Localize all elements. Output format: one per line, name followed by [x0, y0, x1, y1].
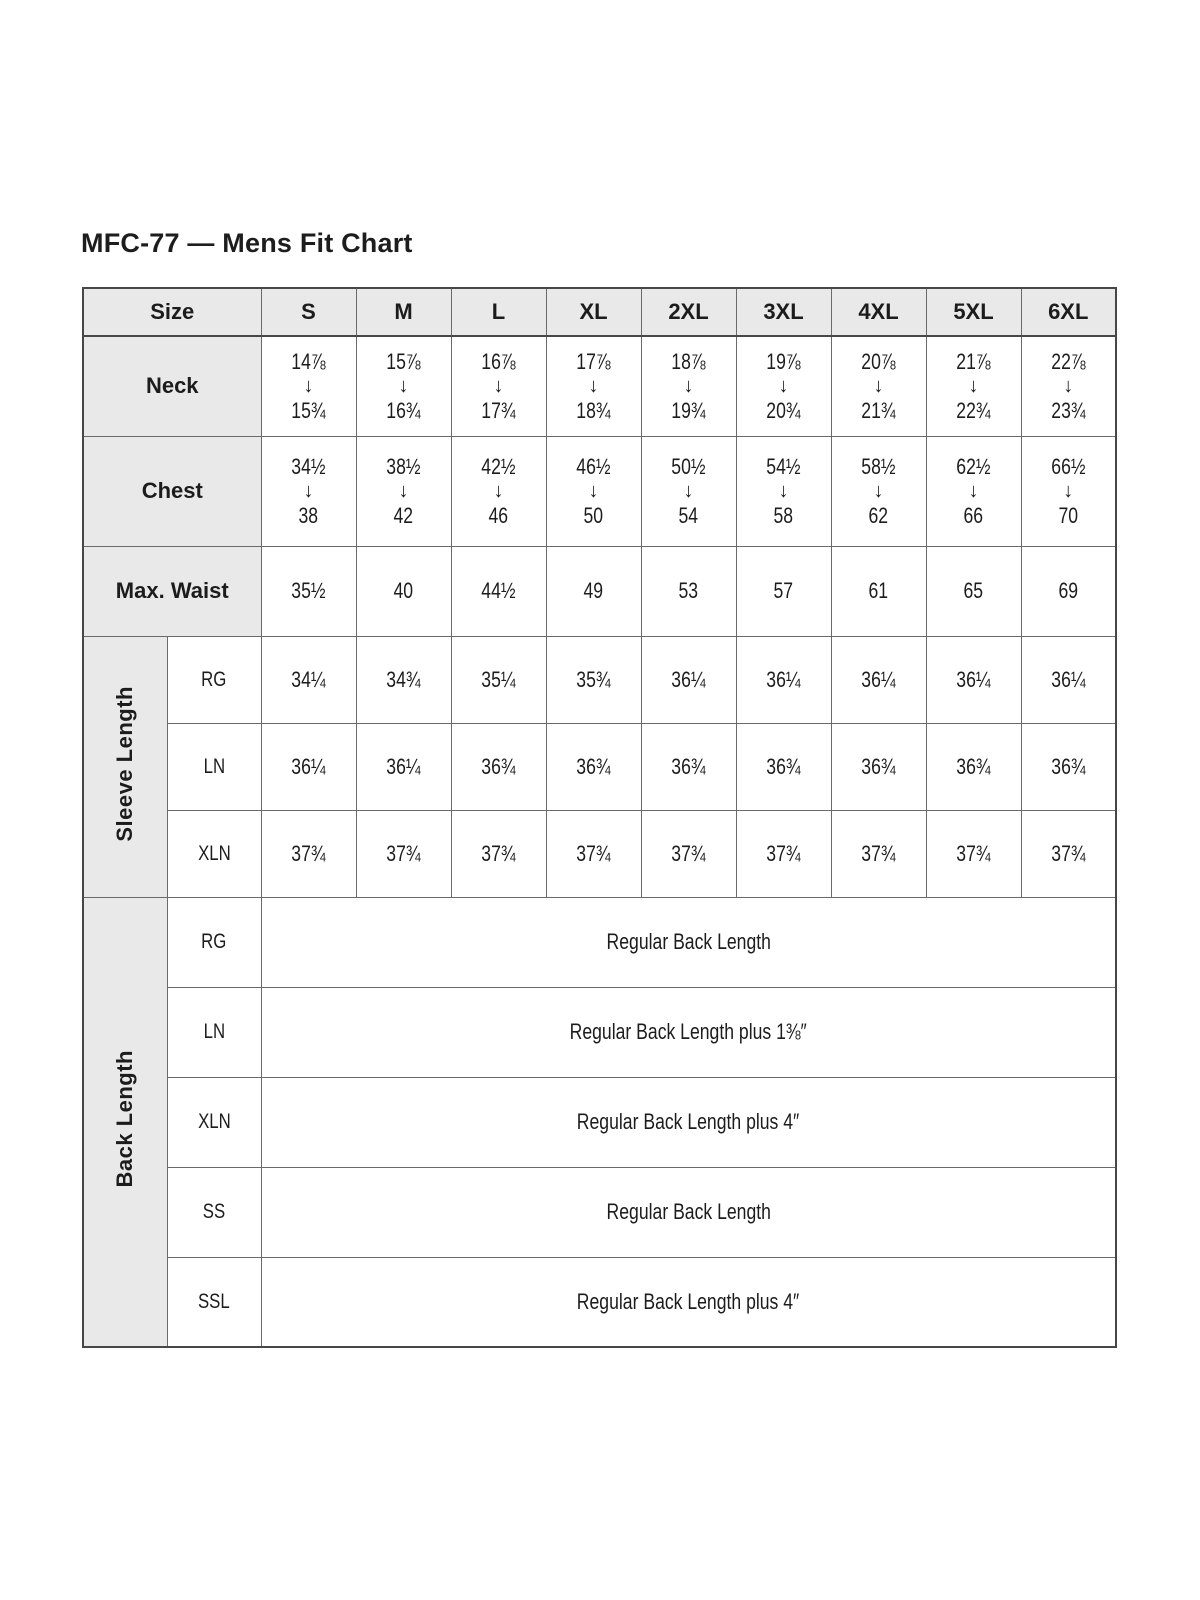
sleeve-value: 37¾: [861, 840, 896, 866]
neck-cell: [261, 336, 356, 436]
chest-to-value: 50: [583, 503, 604, 528]
back-length-text: Regular Back Length plus 1⅜″: [569, 1019, 807, 1044]
neck-range: [547, 349, 641, 423]
chest-from-value: 66½: [1051, 454, 1086, 479]
neck-from-value: 19⅞: [766, 349, 801, 375]
max-waist-cell: [261, 546, 356, 636]
table-row: [83, 336, 1116, 436]
table-row: [83, 1077, 1116, 1167]
neck-cell: [641, 336, 736, 436]
chest-cell: [831, 436, 926, 546]
sleeve-cell: [641, 723, 736, 810]
chest-cell: [261, 436, 356, 546]
chest-cell: [926, 436, 1021, 546]
chest-range: [357, 454, 451, 528]
sleeve-value: 35¼: [481, 666, 516, 692]
chest-from-value: 38½: [386, 454, 421, 479]
neck-range: [452, 349, 546, 423]
table-row: [83, 1257, 1116, 1347]
down-arrow-icon: ↓: [398, 480, 409, 502]
sub-row-label-text: RG: [201, 667, 227, 691]
table-row: [83, 1167, 1116, 1257]
size-header-xl: XL: [546, 288, 641, 336]
max-waist-cell: [831, 546, 926, 636]
neck-to-value: 17¾: [481, 398, 516, 424]
max-waist-value: 44½: [481, 578, 516, 603]
sleeve-cell: [451, 810, 546, 897]
neck-to-value: 22¾: [956, 398, 991, 424]
back-sub-row-label: [167, 1167, 261, 1257]
sleeve-cell: [356, 636, 451, 723]
sleeve-value: 37¾: [291, 840, 326, 866]
neck-from-value: 16⅞: [481, 349, 516, 375]
max-waist-cell: [451, 546, 546, 636]
neck-from-value: 15⅞: [386, 349, 421, 375]
sub-row-label-text: SS: [202, 1200, 226, 1223]
down-arrow-icon: ↓: [493, 375, 504, 398]
sub-row-label-text: SSL: [198, 1289, 230, 1313]
chest-range: [737, 454, 831, 528]
size-header-s: S: [261, 288, 356, 336]
back-length-label: Back Length: [112, 1050, 138, 1189]
neck-cell: [546, 336, 641, 436]
sleeve-cell: [356, 810, 451, 897]
chest-range: [262, 454, 356, 528]
neck-from-value: 22⅞: [1051, 349, 1086, 375]
neck-to-value: 16¾: [386, 398, 421, 424]
chest-to-value: 38: [298, 503, 319, 528]
sleeve-value: 37¾: [386, 840, 421, 866]
row-label-chest: Chest: [83, 436, 261, 546]
chest-range: [452, 454, 546, 528]
chest-from-value: 58½: [861, 454, 896, 479]
neck-range: [737, 349, 831, 423]
down-arrow-icon: ↓: [873, 375, 884, 398]
sleeve-value: 36¼: [1051, 666, 1086, 692]
chest-range: [927, 454, 1021, 528]
sleeve-cell: [546, 810, 641, 897]
back-length-text: Regular Back Length: [606, 1199, 771, 1224]
down-arrow-icon: ↓: [588, 375, 599, 398]
chest-cell: [356, 436, 451, 546]
neck-range: [832, 349, 926, 423]
sleeve-cell: [451, 636, 546, 723]
sleeve-cell: [831, 636, 926, 723]
neck-to-value: 23¾: [1051, 398, 1086, 424]
sleeve-value: 37¾: [576, 840, 611, 866]
neck-range: [1022, 349, 1116, 423]
back-length-text-cell: [261, 987, 1116, 1077]
sleeve-value: 37¾: [766, 840, 801, 866]
down-arrow-icon: ↓: [493, 480, 504, 502]
sleeve-value: 36¼: [671, 666, 706, 692]
sleeve-cell: [641, 810, 736, 897]
table-row: [83, 723, 1116, 810]
back-length-text: Regular Back Length plus 4″: [577, 1288, 800, 1314]
max-waist-value: 53: [678, 578, 699, 603]
chest-from-value: 54½: [766, 454, 801, 479]
sleeve-value: 34¼: [291, 666, 326, 692]
row-label-back-length: [83, 897, 167, 1347]
back-sub-row-label: [167, 1077, 261, 1167]
sleeve-cell: [546, 723, 641, 810]
size-header-m: M: [356, 288, 451, 336]
sub-row-label-text: LN: [203, 1020, 225, 1043]
sleeve-value: 36¾: [861, 753, 896, 779]
table-row: [83, 810, 1116, 897]
sleeve-cell: [736, 636, 831, 723]
chest-to-value: 42: [393, 503, 414, 528]
chest-from-value: 42½: [481, 454, 516, 479]
sleeve-cell: [1021, 636, 1116, 723]
max-waist-value: 49: [583, 578, 604, 603]
down-arrow-icon: ↓: [588, 480, 599, 502]
down-arrow-icon: ↓: [1063, 375, 1074, 398]
sleeve-value: 36¼: [956, 666, 991, 692]
chest-to-value: 58: [773, 503, 794, 528]
chest-to-value: 62: [868, 503, 889, 528]
page-title: MFC-77 — Mens Fit Chart: [81, 228, 413, 258]
back-length-text-cell: [261, 1257, 1116, 1347]
max-waist-cell: [546, 546, 641, 636]
sleeve-value: 36¾: [481, 753, 516, 779]
max-waist-value: 35½: [291, 578, 326, 603]
sub-row-label-text: LN: [203, 754, 225, 778]
down-arrow-icon: ↓: [683, 480, 694, 502]
neck-range: [357, 349, 451, 423]
down-arrow-icon: ↓: [968, 375, 979, 398]
sleeve-value: 36¼: [861, 666, 896, 692]
down-arrow-icon: ↓: [968, 480, 979, 502]
sub-row-label-text: RG: [201, 930, 227, 953]
size-header-2xl: 2XL: [641, 288, 736, 336]
chest-cell: [736, 436, 831, 546]
mens-fit-chart-table: [82, 287, 1117, 1348]
sub-row-label-text: XLN: [197, 841, 231, 865]
sleeve-value: 36¼: [766, 666, 801, 692]
sleeve-sub-row-label: [167, 723, 261, 810]
chest-cell: [451, 436, 546, 546]
table-row: [83, 897, 1116, 987]
sleeve-value: 36¾: [1051, 753, 1086, 779]
down-arrow-icon: ↓: [1063, 480, 1074, 502]
sleeve-value: 36¾: [576, 753, 611, 779]
down-arrow-icon: ↓: [683, 375, 694, 398]
neck-cell: [831, 336, 926, 436]
sleeve-cell: [736, 810, 831, 897]
down-arrow-icon: ↓: [873, 480, 884, 502]
neck-from-value: 18⅞: [671, 349, 706, 375]
neck-cell: [451, 336, 546, 436]
back-sub-row-label: [167, 987, 261, 1077]
sleeve-cell: [736, 723, 831, 810]
chest-cell: [546, 436, 641, 546]
row-label-neck: Neck: [83, 336, 261, 436]
size-header-3xl: 3XL: [736, 288, 831, 336]
sleeve-cell: [926, 723, 1021, 810]
neck-range: [642, 349, 736, 423]
sleeve-cell: [1021, 810, 1116, 897]
sleeve-cell: [261, 723, 356, 810]
max-waist-cell: [641, 546, 736, 636]
max-waist-value: 57: [773, 578, 794, 603]
sleeve-value: 37¾: [481, 840, 516, 866]
back-sub-row-label: [167, 1257, 261, 1347]
neck-to-value: 20¾: [766, 398, 801, 424]
down-arrow-icon: ↓: [303, 480, 314, 502]
size-header-5xl: 5XL: [926, 288, 1021, 336]
down-arrow-icon: ↓: [778, 480, 789, 502]
sleeve-value: 37¾: [956, 840, 991, 866]
table-row: [83, 987, 1116, 1077]
chest-to-value: 46: [488, 503, 509, 528]
chest-from-value: 34½: [291, 454, 326, 479]
max-waist-cell: [356, 546, 451, 636]
neck-range: [262, 349, 356, 423]
max-waist-cell: [736, 546, 831, 636]
table-row: [83, 636, 1116, 723]
table-row: [83, 436, 1116, 546]
neck-range: [927, 349, 1021, 423]
neck-to-value: 21¾: [861, 398, 896, 424]
sleeve-sub-row-label: [167, 636, 261, 723]
sleeve-cell: [831, 723, 926, 810]
neck-cell: [926, 336, 1021, 436]
max-waist-value: 65: [963, 578, 984, 603]
chest-range: [547, 454, 641, 528]
back-length-text-cell: [261, 1167, 1116, 1257]
sleeve-value: 35¾: [576, 666, 611, 692]
down-arrow-icon: ↓: [303, 375, 314, 398]
max-waist-value: 40: [393, 578, 414, 603]
sleeve-cell: [261, 810, 356, 897]
sleeve-value: 37¾: [1051, 840, 1086, 866]
sleeve-cell: [641, 636, 736, 723]
max-waist-value: 69: [1058, 578, 1079, 603]
sleeve-cell: [926, 636, 1021, 723]
neck-from-value: 20⅞: [861, 349, 896, 375]
sleeve-value: 36¾: [956, 753, 991, 779]
down-arrow-icon: ↓: [398, 375, 409, 398]
sleeve-value: 36¼: [291, 753, 326, 779]
sleeve-cell: [831, 810, 926, 897]
table-header-row: [83, 288, 1116, 336]
row-label-sleeve-length: [83, 636, 167, 897]
sleeve-cell: [1021, 723, 1116, 810]
size-header-6xl: 6XL: [1021, 288, 1116, 336]
sleeve-sub-row-label: [167, 810, 261, 897]
sub-row-label-text: XLN: [197, 1110, 231, 1133]
neck-to-value: 15¾: [291, 398, 326, 424]
chest-from-value: 62½: [956, 454, 991, 479]
neck-cell: [736, 336, 831, 436]
table-row: [83, 546, 1116, 636]
neck-from-value: 17⅞: [576, 349, 611, 375]
sleeve-cell: [356, 723, 451, 810]
down-arrow-icon: ↓: [778, 375, 789, 398]
row-label-max-waist: Max. Waist: [83, 546, 261, 636]
sleeve-cell: [261, 636, 356, 723]
chest-range: [642, 454, 736, 528]
chest-to-value: 54: [678, 503, 699, 528]
chest-from-value: 46½: [576, 454, 611, 479]
sleeve-length-label: Sleeve Length: [112, 686, 138, 842]
sleeve-value: 36¾: [766, 753, 801, 779]
chest-cell: [641, 436, 736, 546]
neck-cell: [1021, 336, 1116, 436]
size-header-4xl: 4XL: [831, 288, 926, 336]
neck-cell: [356, 336, 451, 436]
sleeve-cell: [451, 723, 546, 810]
chest-range: [832, 454, 926, 528]
sleeve-value: 36¾: [671, 753, 706, 779]
sleeve-value: 37¾: [671, 840, 706, 866]
chest-range: [1022, 454, 1116, 528]
neck-from-value: 21⅞: [956, 349, 991, 375]
back-length-text: Regular Back Length plus 4″: [577, 1109, 800, 1134]
chest-to-value: 70: [1058, 503, 1079, 528]
chest-cell: [1021, 436, 1116, 546]
back-length-text-cell: [261, 1077, 1116, 1167]
sleeve-value: 36¼: [386, 753, 421, 779]
max-waist-cell: [1021, 546, 1116, 636]
neck-to-value: 18¾: [576, 398, 611, 424]
size-column-header: Size: [83, 288, 261, 336]
neck-from-value: 14⅞: [291, 349, 326, 375]
sleeve-cell: [546, 636, 641, 723]
chest-to-value: 66: [963, 503, 984, 528]
max-waist-value: 61: [868, 578, 889, 603]
back-length-text-cell: [261, 897, 1116, 987]
back-sub-row-label: [167, 897, 261, 987]
neck-to-value: 19¾: [671, 398, 706, 424]
sleeve-value: 34¾: [386, 666, 421, 692]
chest-from-value: 50½: [671, 454, 706, 479]
back-length-text: Regular Back Length: [606, 929, 771, 954]
max-waist-cell: [926, 546, 1021, 636]
size-header-l: L: [451, 288, 546, 336]
sleeve-cell: [926, 810, 1021, 897]
